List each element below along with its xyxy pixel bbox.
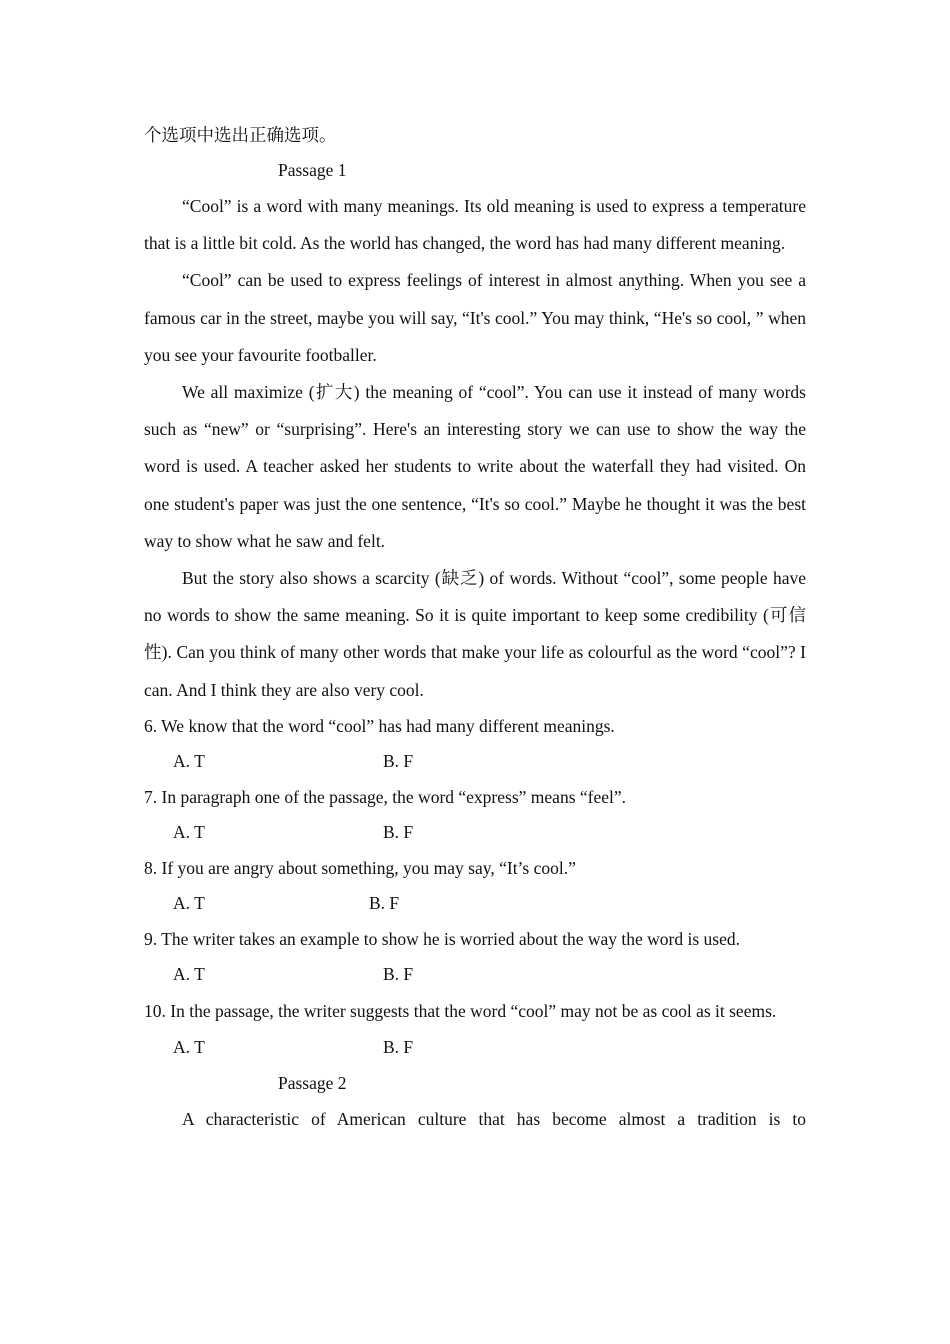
question-9: 9. The writer takes an example to show he is worried about the way the word is used. (144, 928, 740, 949)
passage-1-heading: Passage 1 (278, 160, 347, 180)
question-6-option-b: B. F (383, 751, 414, 772)
question-7-option-b: B. F (383, 822, 414, 843)
document-page (144, 118, 806, 1138)
passage-1-paragraph-4: But the story also shows a scarcity (缺乏) of words. Without “cool”, some people have no words to show the same meaning. So it is quite important to keep some credibility (可信性). Can you think of many other words that make your life as colourful as the word “cool”? I can. And I think they are also very cool. (144, 568, 806, 700)
question-7-option-a: A. T (173, 822, 205, 843)
passage-1-paragraph-1: “Cool” is a word with many meanings. Its old meaning is used to express a temperature that is a little bit cold. As the world has changed, the word has had many different meaning. (144, 196, 806, 254)
question-10: 10. In the passage, the writer suggests that the word “cool” may not be as cool as it seems. (144, 1000, 777, 1021)
passage-1-paragraph-2: “Cool” can be used to express feelings of interest in almost anything. When you see a famous car in the street, maybe you will say, “It's cool.” You may think, “He's so cool, ” when you see your favourite footballer. (144, 270, 806, 365)
passage-2-first-line: A characteristic of American culture that has become almost a tradition is to (182, 1108, 806, 1129)
question-6: 6. We know that the word “cool” has had many different meanings. (144, 715, 615, 736)
question-10-option-a: A. T (173, 1037, 205, 1058)
question-8-options (144, 886, 806, 922)
question-8-option-b: B. F (369, 893, 400, 914)
instruction-fragment: 个选项中选出正确选项。 (144, 125, 337, 145)
question-7-options (144, 815, 806, 851)
question-10-option-b: B. F (383, 1037, 414, 1058)
question-6-options (144, 744, 806, 780)
passage-2-heading: Passage 2 (278, 1072, 347, 1093)
question-9-option-a: A. T (173, 964, 205, 985)
passage-1-paragraph-3: We all maximize (扩大) the meaning of “cool”. You can use it instead of many words such as “new” or “surprising”. Here's an interesting story we can use to show the way the word is used. A teacher asked her students to write about the waterfall they had visited. On one student's paper was just the one sentence, “It's so cool.” Maybe he thought it was the best way to show what he saw and felt. (144, 382, 806, 551)
question-8-option-a: A. T (173, 893, 205, 914)
question-9-options (144, 957, 806, 993)
question-8: 8. If you are angry about something, you may say, “It’s cool.” (144, 857, 576, 878)
question-9-option-b: B. F (383, 964, 414, 985)
question-7: 7. In paragraph one of the passage, the word “express” means “feel”. (144, 786, 627, 807)
question-6-option-a: A. T (173, 751, 205, 772)
question-10-options (144, 1030, 806, 1066)
